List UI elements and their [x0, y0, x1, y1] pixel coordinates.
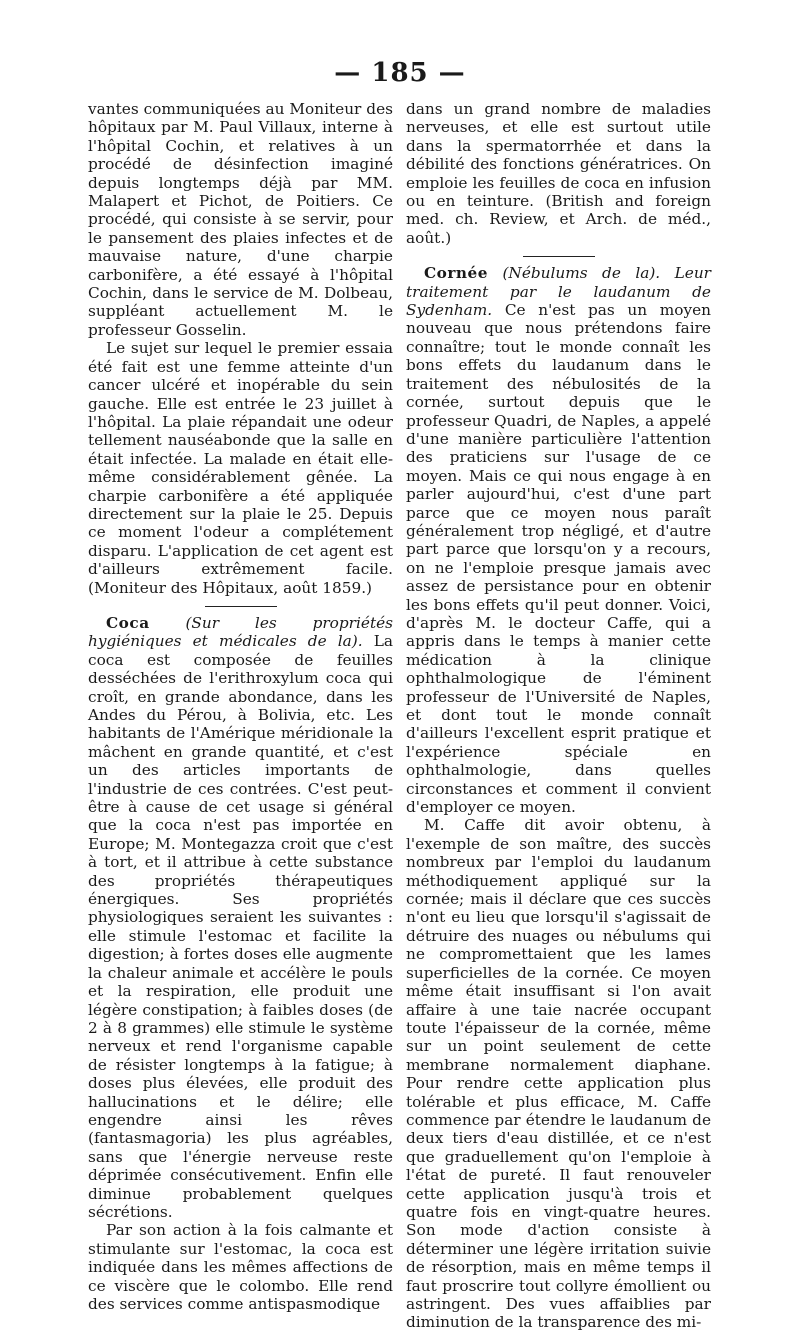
page-number: — 185 — [334, 58, 466, 88]
entry-body-cornee: Ce n'est pas un moyen nouveau que nous prétendons faire connaître; tout le monde connaît les bons effets du laudanum dans le traitement des nébulosités de la cornée, surtout depuis que le professeur Quadri, de Naples, a appelé d'une manière particulière l'attention des praticiens sur l'usage de ce moyen. Mais ce qui nous engage à en parler aujourd'hui, c'est d'une part parce que ce moyen nous paraît généralement trop négligé, et d'autre part parce que lorsqu'on y a recours, on ne l'emploie presque jamais avec assez de persistance pour en obtenir les bons effets qu'il peut donner. Voici, d'après M. le docteur Caffe, qui a appris dans le temps à manier cette médication à la clinique ophthalmologique de l'éminent professeur de l'Université de Naples, et dont tout le monde connaît d'ailleurs l'excellent esprit pratique et l'expérience spéciale en ophthalmologie, dans quelles circonstances et comment il convient d'employer ce moyen. [406, 301, 711, 817]
paragraph-case-report: Le sujet sur lequel le premier essaia été fait est une femme atteinte d'un cancer ulcéré et inopérable du sein gauche. Elle est entrée le 23 juillet à l'hôpital. La plaie répandait une odeur tellement nauséabonde que la salle en était infectée. La malade en était elle-même considérablement gênée. La charpie carbonifère a été appliquée directement sur la plaie le 25. Depuis ce moment l'odeur a complétement disparu. L'application de cet agent est d'ailleurs extrêmement facile. (Moniteur des Hôpitaux, août 1859.) [88, 339, 393, 597]
left-column [88, 100, 393, 1313]
entry-heading-cornee: Cornée [424, 264, 489, 283]
section-divider [205, 606, 277, 607]
section-divider [523, 256, 595, 257]
right-column [406, 100, 711, 1332]
entry-subtitle-coca: (Sur les propriétés hygiéniques et médicales de la). [88, 613, 393, 651]
paragraph-caffe-method: M. Caffe dit avoir obtenu, à l'exemple de son maître, des succès nombreux par l'emploi du laudanum méthodiquement appliqué sur la cornée; mais il déclare que ces succès n'ont eu lieu que lorsqu'il s'agissait de détruire des nuages ou nébulums qui ne compromettaient que les lames superficielles de la cornée. Ce moyen même était insuffisant si l'on avait affaire à une taie nacrée occupant toute l'épaisseur de la cornée, même sur un point seulement de cette membrane normalement diaphane. Pour rendre cette application plus tolérable et plus efficace, M. Caffe commence par étendre le laudanum de deux tiers d'eau distillée, et ce n'est que graduellement qu'on l'emploie à l'état de pureté. Il faut renouveler cette application jusqu'à trois et quatre fois en vingt-quatre heures. Son mode d'action consiste à déterminer une légère irritation suivie de résorption, mais en même temps il faut proscrire tout collyre émollient ou astringent. Des vues affaiblies par diminution de la transparence des mi- [406, 816, 711, 1332]
entry-heading-coca: Coca [106, 613, 150, 632]
entry-body-coca: La coca est composée de feuilles desséchées de l'erithroxylum coca qui croît, en grande abondance, dans les Andes du Pérou, à Bolivia, etc. Les habitants de l'Amérique méridionale la mâchent en grande quantité, et c'est un des articles importants de l'industrie de ces contrées. C'est peut-être à cause de cet usage si général que la coca n'est pas importée en Europe; M. Montegazza croit que c'est à tort, et il attribue à cette substance des propriétés thérapeutiques énergiques. Ses propriétés physiologiques seraient les suivantes : elle stimule l'estomac et facilite la digestion; à fortes doses elle augmente la chaleur animale et accélère le pouls et la respiration, elle produit une légère constipation; à faibles doses (de 2 à 8 grammes) elle stimule le système nerveux et rend l'organisme capable de résister longtemps à la fatigue; à doses plus élevées, elle produit des hallucinations et le délire; elle engendre ainsi les rêves (fantasmagoria) les plus agréables, sans que l'énergie nerveuse reste déprimée consécutivement. Enfin elle diminue probablement quelques sécrétions. [88, 632, 393, 1221]
paragraph-continuation: vantes communiquées au Moniteur des hôpitaux par M. Paul Villaux, interne à l'hôpital Cochin, et relatives à un procédé de désinfection imaginé depuis longtemps déjà par MM. Malapert et Pichot, de Poitiers. Ce procédé, qui consiste à se servir, pour le pansement des plaies infectes et de mauvaise nature, d'une charpie carbonifère, a été essayé à l'hôpital Cochin, dans le service de M. Dolbeau, suppléant actuellement M. le professeur Gosselin. [88, 100, 393, 339]
entry-subtitle-cornee: (Nébulums de la). Leur traitement par le laudanum de Sydenham. [406, 264, 711, 320]
entry-cornee [406, 264, 711, 816]
entry-coca [88, 614, 393, 1221]
paragraph-coca-continuation: dans un grand nombre de maladies nerveuses, et elle est surtout utile dans la spermatorrhée et dans la débilité des fonctions génératrices. On emploie les feuilles de coca en infusion ou en teinture. (British and foreign med. ch. Review, et Arch. de méd., août.) [406, 100, 711, 247]
paragraph-coca-indications: Par son action à la fois calmante et stimulante sur l'estomac, la coca est indiquée dans les mêmes affections de ce viscère que le colombo. Elle rend des services comme antispasmodique [88, 1221, 393, 1313]
